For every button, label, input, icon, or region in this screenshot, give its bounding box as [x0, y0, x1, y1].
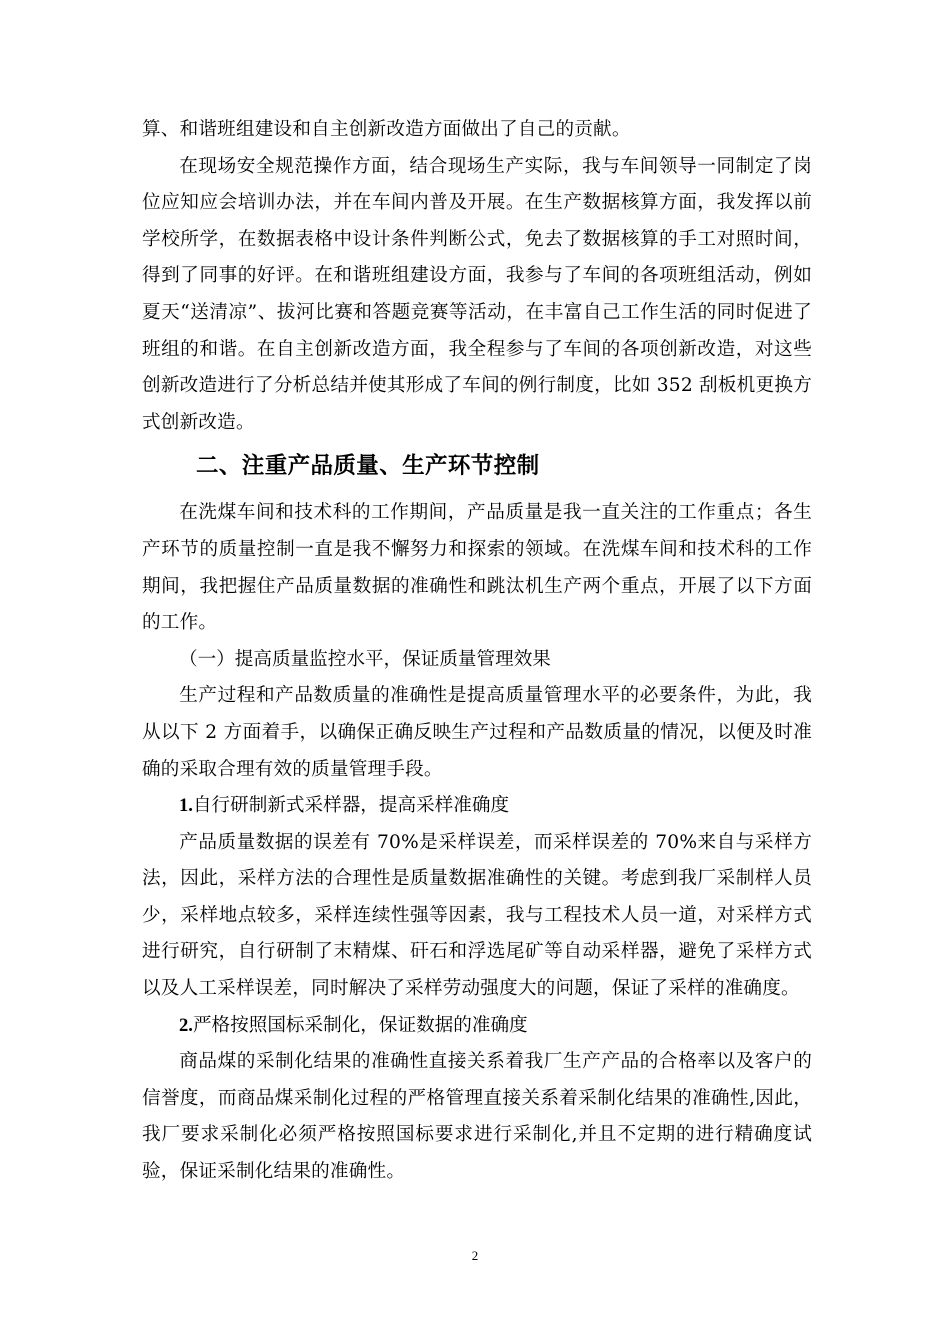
paragraph-continuation: 算、和谐班组建设和自主创新改造方面做出了自己的贡献。 [142, 119, 631, 140]
item-one-title: 自行研制新式采样器，提高采样准确度 [192, 795, 510, 817]
page-number: 2 [471, 1248, 479, 1263]
item-two-body: 商品煤的采制化结果的准确性直接关系着我厂生产产品的合格率以及客户的信誉度，而商品煤采制化过程的严格管理直接关系着采制化结果的准确性,因此，我厂要求采制化必须严格按照国标要求进行采制化,并且不定期的进行精确度试验，保证采制化结果的准确性。 [142, 1051, 812, 1183]
item-one-body: 产品质量数据的误差有 70%是采样误差，而采样误差的 70%来自与采样方法，因此，采样方法的合理性是质量数据准确性的关键。考虑到我厂采制样人员少，采样地点较多，采样连续性强等因素，我与工程技术人员一道，对采样方式进行研究，自行研制了末精煤、矸石和浮选尾矿等自动采样器，避免了采样方式以及人工采样误差，同时解决了采样劳动强度大的问题，保证了采样的准确度。 [142, 831, 812, 1000]
paragraph-contributions: 在现场安全规范操作方面，结合现场生产实际，我与车间领导一同制定了岗位应知应会培训办法，并在车间内普及开展。在生产数据核算方面，我发挥以前学校所学，在数据表格中设计条件判断公式，免去了数据核算的手工对照时间，得到了同事的好评。在和谐班组建设方面，我参与了车间的各项班组活动，例如夏天“送清凉”、拔河比赛和答题竞赛等活动，在丰富自己工作生活的同时促进了班组的和谐。在自主创新改造方面，我全程参与了车间的各项创新改造，对这些创新改造进行了分析总结并使其形成了车间的例行制度，比如 352 刮板机更换方式创新改造。 [142, 155, 812, 433]
subsection-heading-one: （一）提高质量监控水平，保证质量管理效果 [179, 648, 551, 670]
section-two-intro: 在洗煤车间和技术科的工作期间，产品质量是我一直关注的工作重点；各生产环节的质量控制一直是我不懈努力和探索的领域。在洗煤车间和技术科的工作期间，我把握住产品质量数据的准确性和跳汰机生产两个重点，开展了以下方面的工作。 [142, 502, 812, 634]
section-heading-two: 二、注重产品质量、生产环节控制 [196, 453, 540, 480]
subsection-one-intro: 生产过程和产品数质量的准确性是提高质量管理水平的必要条件，为此，我从以下 2 方面着手，以确保正确反映生产过程和产品数质量的情况，以便及时准确的采取合理有效的质量管理手段。 [142, 685, 812, 780]
page-content [142, 112, 812, 1191]
item-two-heading [142, 1008, 812, 1045]
item-two-title: 严格按照国标采制化，保证数据的准确度 [192, 1014, 528, 1036]
item-one-number: 1. [179, 795, 193, 817]
item-two-number: 2. [179, 1014, 193, 1036]
item-one-heading [142, 788, 812, 825]
